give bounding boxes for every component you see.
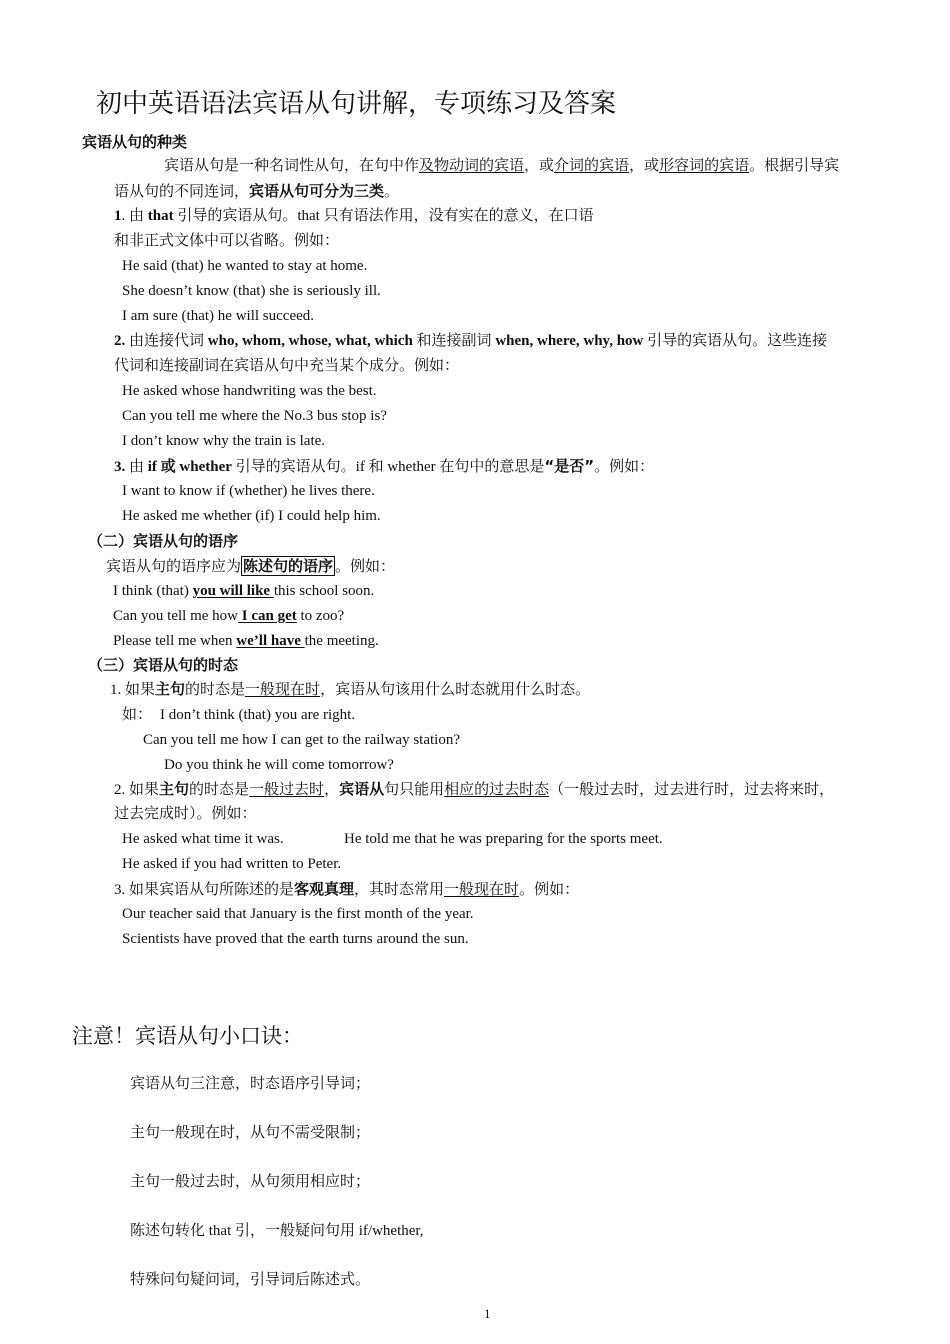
text-run: 。例如： bbox=[335, 559, 396, 575]
sec2-intro bbox=[106, 556, 395, 577]
text-run: 。例如： bbox=[594, 459, 655, 475]
tense-rule-1 bbox=[110, 679, 590, 700]
sec1-intro-line1 bbox=[164, 156, 839, 176]
example-sentence: She doesn’t know (that) she is seriously ill. bbox=[122, 283, 381, 299]
underlined-term: 介词的宾语 bbox=[554, 158, 630, 174]
section-heading-tense: （三）宾语从句的时态 bbox=[88, 656, 239, 674]
section-heading-types: 宾语从句的种类 bbox=[82, 133, 188, 151]
text-run: ，其时态常用 bbox=[354, 882, 445, 898]
text-run: 句只能用 bbox=[384, 782, 445, 798]
boxed-term: 陈述句的语序 bbox=[243, 557, 334, 575]
text-run: 3. 如果宾语从句所陈述的是 bbox=[114, 882, 295, 898]
text-run: 引导的宾语从句。that 只有语法作用，没有实在的意义，在口语 bbox=[173, 208, 594, 224]
example-sentence: He asked me whether (if) I could help him. bbox=[122, 508, 381, 524]
mnemonic-line: 主句一般过去时，从句须用相应时； bbox=[130, 1174, 371, 1190]
text-run: this school soon. bbox=[273, 583, 375, 599]
type3-line1 bbox=[114, 456, 654, 477]
example-sentence: Our teacher said that January is the first month of the year. bbox=[122, 906, 474, 922]
underlined-term: 形容词的宾语 bbox=[659, 158, 750, 174]
text-run: 。 bbox=[384, 184, 400, 200]
example-sentence: I don’t think (that) you are right. bbox=[160, 707, 356, 723]
text-run: to zoo? bbox=[296, 608, 345, 624]
bold-term: “是否” bbox=[544, 457, 595, 475]
bold-term: 主句 bbox=[155, 680, 186, 698]
item-number: 3. bbox=[114, 459, 126, 475]
example-sentence: He asked what time it was. bbox=[122, 831, 284, 847]
page-title: 初中英语语法宾语从句讲解，专项练习及答案 bbox=[96, 89, 617, 118]
text-run: 。根据引导宾 bbox=[749, 158, 840, 174]
item-number: 1 bbox=[114, 208, 122, 224]
text-run: 2. 如果 bbox=[114, 782, 160, 798]
bold-term: 客观真理 bbox=[294, 880, 355, 898]
bold-term: who, whom, whose, what, which bbox=[207, 333, 413, 349]
type2-line1 bbox=[114, 331, 827, 351]
example-sentence: He asked whose handwriting was the best. bbox=[122, 383, 377, 399]
text-run: . 由 bbox=[121, 208, 148, 224]
text-run: 。例如： bbox=[519, 882, 580, 898]
text-run: ，或 bbox=[524, 158, 555, 174]
bold-term: that bbox=[147, 208, 174, 224]
sec1-intro-line2 bbox=[114, 181, 399, 202]
text-run: 语从句的不同连词， bbox=[114, 184, 250, 200]
bold-term: 宾语从句可分为三类 bbox=[249, 182, 385, 200]
text-run: Please tell me when bbox=[113, 633, 237, 649]
example-label: 如： bbox=[122, 707, 153, 723]
underlined-term: 相应的过去时态 bbox=[444, 782, 550, 798]
underlined-clause: you will like bbox=[192, 583, 274, 599]
example-sentence: I want to know if (whether) he lives there. bbox=[122, 483, 375, 499]
mnemonic-line: 宾语从句三注意，时态语序引导词； bbox=[130, 1076, 371, 1092]
text-run: ，或 bbox=[629, 158, 660, 174]
example-sentence bbox=[113, 581, 374, 601]
bold-term: 宾语从 bbox=[339, 780, 385, 798]
example-sentence: Do you think he will come tomorrow? bbox=[164, 757, 394, 773]
text-run: 的时态是 bbox=[185, 682, 246, 698]
text-run: 的时态是 bbox=[189, 782, 250, 798]
underlined-term: 一般现在时 bbox=[444, 882, 520, 898]
type2-line2: 代词和连接副词在宾语从句中充当某个成分。例如： bbox=[114, 358, 460, 374]
example-sentence: I am sure (that) he will succeed. bbox=[122, 308, 315, 324]
underlined-term: 一般过去时 bbox=[249, 782, 325, 798]
type1-line1 bbox=[114, 206, 594, 226]
mnemonic-line: 特殊问句疑问词，引导词后陈述式。 bbox=[130, 1272, 371, 1288]
example-sentence: Scientists have proved that the earth turns around the sun. bbox=[122, 931, 469, 947]
section-heading-word-order: （二）宾语从句的语序 bbox=[88, 532, 239, 550]
tense-rule-2 bbox=[114, 779, 834, 800]
example-sentence bbox=[113, 631, 379, 651]
text-run: 1. 如果 bbox=[110, 682, 156, 698]
text-run: 引导的宾语从句。if 和 whether 在句中的意思是 bbox=[231, 459, 545, 475]
underlined-term: 一般现在时 bbox=[245, 682, 321, 698]
text-run: 引导的宾语从句。这些连接 bbox=[643, 333, 828, 349]
example-sentence: He said (that) he wanted to stay at home. bbox=[122, 258, 368, 274]
text-run: 由连接代词 bbox=[125, 333, 208, 349]
page-number: 1 bbox=[484, 1306, 491, 1321]
bold-term: when, where, why, how bbox=[495, 333, 644, 349]
underlined-term: 及物动词的宾语 bbox=[419, 158, 525, 174]
tense-rule-2-line2: 过去完成时）。例如： bbox=[114, 806, 257, 822]
example-sentence: Can you tell me how I can get to the railway station? bbox=[143, 732, 460, 748]
text-run: 由 bbox=[125, 459, 148, 475]
mnemonic-line: 陈述句转化 that 引，一般疑问句用 if/whether, bbox=[130, 1223, 424, 1239]
text-run: 和连接副词 bbox=[412, 333, 496, 349]
text-run: 宾语从句的语序应为 bbox=[106, 559, 242, 575]
item-number: 2. bbox=[114, 333, 126, 349]
example-sentence: Can you tell me where the No.3 bus stop is? bbox=[122, 408, 387, 424]
text-run: the meeting. bbox=[304, 633, 379, 649]
tense-rule-3 bbox=[114, 879, 579, 900]
mnemonic-line: 主句一般现在时，从句不需受限制； bbox=[130, 1125, 371, 1141]
text-run: ， bbox=[324, 782, 340, 798]
text-run: （一般过去时，过去进行时，过去将来时， bbox=[549, 782, 835, 798]
example-sentence: I don’t know why the train is late. bbox=[122, 433, 326, 449]
example-sentence: He told me that he was preparing for the sports meet. bbox=[344, 831, 663, 847]
bold-term: 主句 bbox=[159, 780, 190, 798]
type1-line2: 和非正式文体中可以省略。例如： bbox=[114, 233, 340, 249]
underlined-clause: we’ll have bbox=[236, 633, 305, 649]
example-sentence: He asked if you had written to Peter. bbox=[122, 856, 342, 872]
text-run: I think (that) bbox=[113, 583, 193, 599]
underlined-clause: I can get bbox=[237, 608, 297, 624]
note-title: 注意！宾语从句小口诀： bbox=[72, 1024, 303, 1048]
text-run: ，宾语从句该用什么时态就用什么时态。 bbox=[320, 682, 591, 698]
text-run: Can you tell me how bbox=[113, 608, 238, 624]
example-sentence bbox=[113, 606, 344, 626]
text-run: 宾语从句是一种名词性从句，在句中作 bbox=[164, 158, 420, 174]
bold-term: if 或 whether bbox=[147, 459, 232, 475]
